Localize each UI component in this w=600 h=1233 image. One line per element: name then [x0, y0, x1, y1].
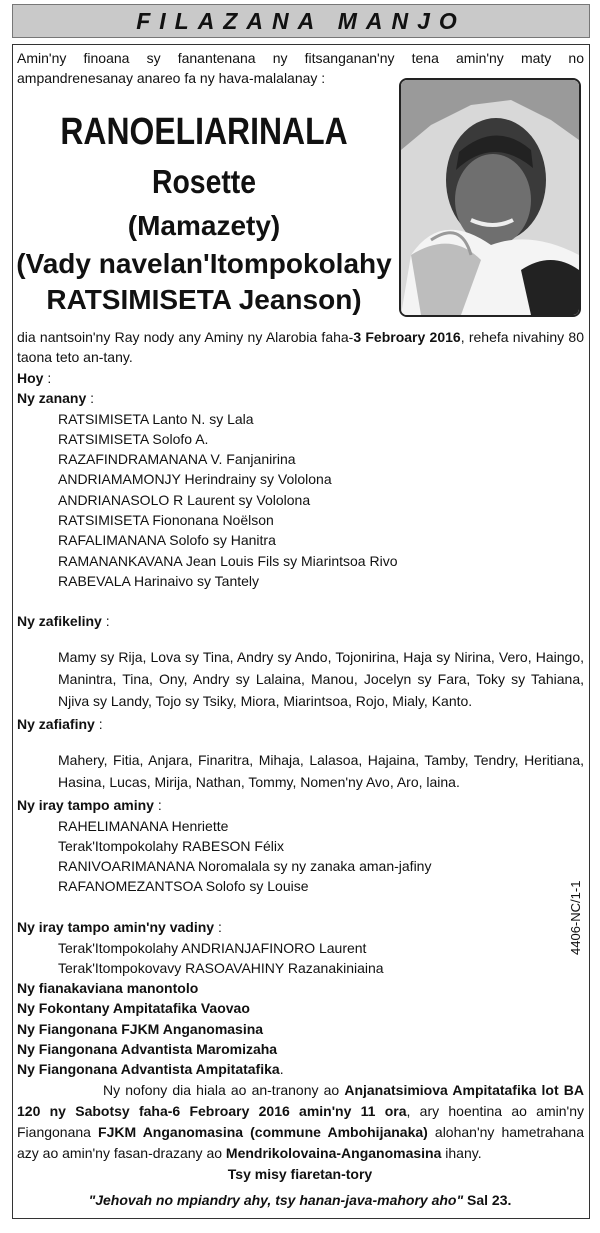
- header-banner: [12, 4, 590, 38]
- hoy-label: Hoy :: [17, 370, 52, 386]
- bible-verse: "Jehovah no mpiandry ahy, tsy hanan-java-mahory aho" Sal 23.: [88, 1192, 512, 1208]
- list-item: RAMANANKAVANA Jean Louis Fils sy Miarintsoa Rivo: [58, 553, 398, 569]
- list-item: RANIVOARIMANANA Noromalala sy ny zanaka aman-jafiny: [58, 858, 432, 874]
- death-date: 3 Febroary 2016: [353, 329, 461, 345]
- great-grandchildren-title: Ny zafiafiny :: [17, 716, 103, 732]
- no-flowers-notice: Tsy misy fiaretan-tory: [227, 1166, 373, 1182]
- list-item: ANDRIAMAMONJY Herindrainy sy Vololona: [58, 471, 332, 487]
- spouse-relatives-title: Ny iray tampo amin'ny vadiny :: [17, 919, 222, 935]
- list-item: RATSIMISETA Solofo A.: [58, 431, 209, 447]
- list-item: Ny Fokontany Ampitatafika Vaovao: [17, 1000, 250, 1016]
- list-item: Ny Fiangonana Advantista Maromizaha: [17, 1041, 278, 1057]
- funeral-details: Ny nofony dia hiala ao an-tranony ao Anjanatsimiova Ampitatafika lot BA 120 ny Sabotsy faha-6 Febroary 2016 amin'ny 11 ora, ary hoentina ao amin'ny Fiangonana FJKM Anganomasina (commune Ambohijanaka) alohan'ny hametrahana azy ao amin'ny fasan-drazany ao Mendrikolovaina-Anganomasina ihany.: [17, 1082, 584, 1161]
- death-notice: dia nantsoin'ny Ray nody any Aminy ny Alarobia faha-3 Febroary 2016, rehefa nivahiny 80 taona teto an-tany.: [17, 329, 584, 365]
- list-item: RAFANOMEZANTSOA Solofo sy Louise: [58, 878, 309, 894]
- list-item: RAHELIMANANA Henriette: [58, 818, 229, 834]
- grandchildren-list: Mamy sy Rija, Lova sy Tina, Andry sy Ando, Tojonirina, Haja sy Nirina, Vero, Haingo, Manintra, Tina, Ony, Andry sy Lalaina, Manou, Jocelyn sy Fara, Toky sy Tahiana, Njiva sy Landy, Tojo sy Tsiky, Miora, Miarintsoa, Rojo, Mialy, Kanto.: [58, 649, 584, 709]
- list-item: RATSIMISETA Fiononana Noëlson: [58, 512, 274, 528]
- great-grandchildren-list: Mahery, Fitia, Anjara, Finaritra, Mihaja, Lalasoa, Hajaina, Tamby, Tendry, Heritiana, Hasina, Lucas, Mirija, Nathan, Tommy, Nomen'ny Avo, Aro, laina.: [58, 752, 584, 790]
- list-item: Ny Fiangonana FJKM Anganomasina: [17, 1021, 264, 1037]
- deceased-surname: RANOELIARINALA: [60, 111, 348, 153]
- list-item: Terak'Itompokolahy RABESON Félix: [58, 838, 284, 854]
- deceased-firstname: Rosette: [151, 163, 257, 200]
- list-item: Ny Fiangonana Advantista Ampitatafika.: [17, 1061, 284, 1077]
- deceased-photo: [399, 78, 581, 317]
- list-item: RATSIMISETA Lanto N. sy Lala: [58, 411, 254, 427]
- list-item: RAZAFINDRAMANANA V. Fanjanirina: [58, 451, 296, 467]
- list-item: RAFALIMANANA Solofo sy Hanitra: [58, 532, 276, 548]
- children-title: Ny zanany :: [17, 390, 95, 406]
- spouse-line-2: RATSIMISETA Jeanson): [46, 284, 362, 315]
- list-item: Terak'Itompokolahy ANDRIANJAFINORO Laurent: [58, 940, 367, 956]
- page-title: FILAZANA MANJO: [136, 7, 466, 34]
- intro-text: Amin'ny finoana sy fanantenana ny fitsanganan'ny tena amin'ny maty no ampandrenesanay anareo fa ny hava-malalanay :: [17, 50, 584, 86]
- list-item: Ny fianakaviana manontolo: [17, 980, 199, 996]
- list-item: RABEVALA Harinaivo sy Tantely: [58, 573, 260, 589]
- spouse-line-1: (Vady navelan'Itompokolahy: [16, 248, 392, 279]
- ad-reference: 4406-NC/1-1: [568, 880, 583, 955]
- relatives-title: Ny iray tampo aminy :: [17, 797, 162, 813]
- grandchildren-title: Ny zafikeliny :: [17, 613, 110, 629]
- portrait-image: [401, 80, 579, 315]
- list-item: Terak'Itompokovavy RASOAVAHINY Razanakiniaina: [58, 960, 384, 976]
- list-item: ANDRIANASOLO R Laurent sy Vololona: [58, 492, 311, 508]
- deceased-nickname: (Mamazety): [127, 210, 281, 241]
